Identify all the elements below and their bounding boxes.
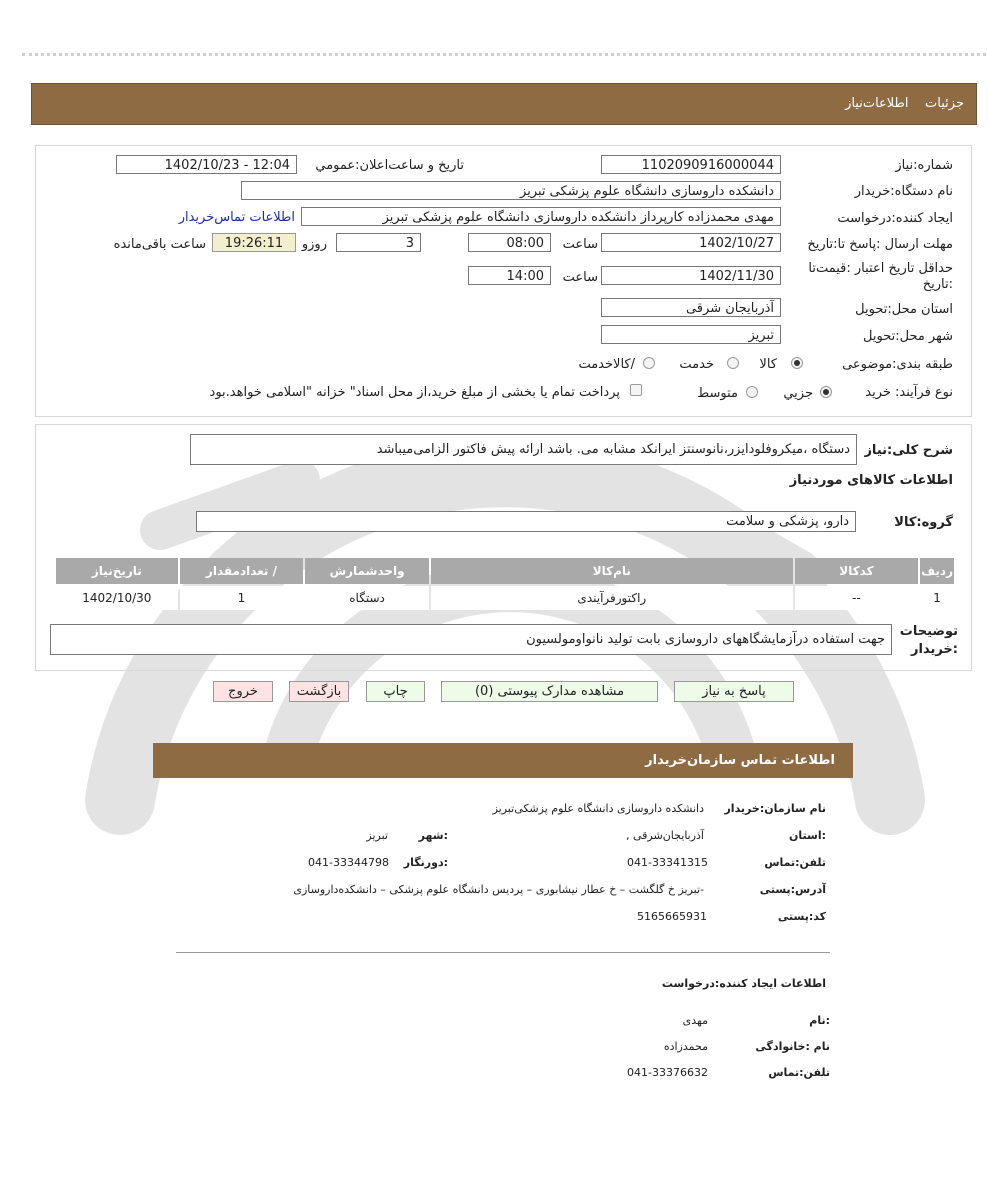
category-option-goods: کالا — [759, 357, 777, 372]
city-field[interactable]: تبریز — [601, 325, 781, 344]
announce-field[interactable]: 1402/10/23 - 12:04 — [116, 155, 297, 174]
col-code: کدکالا — [795, 558, 918, 584]
page-header-bar — [31, 83, 977, 125]
contact-address-label: آدرس:پستی — [759, 883, 826, 896]
process-label: نوع فرآیند: خرید — [865, 385, 953, 400]
remaining-time-field: 19:26:11 — [212, 233, 296, 252]
creator-phone-value: 041-33376632 — [627, 1066, 708, 1079]
top-divider — [22, 53, 986, 56]
contact-fax-value: 041-33344798 — [308, 856, 389, 869]
goods-info-heading: اطلاعات کالاهای موردنیاز — [789, 473, 953, 488]
contact-org-label: نام سازمان:خریدار — [724, 802, 826, 815]
contact-phone-label: تلفن:تماس — [764, 856, 826, 869]
contact-postal-label: کد:پستی — [777, 910, 826, 923]
validity-label-line1: حداقل تاریخ اعتبار :قیمت‌تا — [808, 261, 953, 276]
buyer-org-label: نام دستگاه:خریدار — [854, 184, 953, 199]
announce-label: تاریخ و ساعت‌اعلان:عمومي — [315, 158, 464, 173]
col-date: تاریخ‌نیاز — [56, 558, 178, 584]
treasury-payment-checkbox[interactable] — [630, 384, 642, 396]
process-option-minor: جزيي — [783, 386, 813, 401]
deadline-time-field[interactable]: 08:00 — [468, 233, 551, 252]
process-radio-minor[interactable] — [820, 386, 832, 398]
goods-group-label: گروه:کالا — [894, 515, 953, 530]
creator-phone-label: تلفن:تماس — [768, 1066, 830, 1079]
remaining-label: ساعت باقی‌مانده — [113, 237, 206, 252]
requester-field[interactable]: مهدی محمدزاده کارپرداز دانشکده داروسازی دانشگاه علوم پزشکی تبریز — [301, 207, 781, 226]
contact-org-value: دانشکده داروسازی دانشگاه علوم پزشکی‌تبریز — [492, 802, 704, 815]
contact-fax-label: :دورنگار — [403, 856, 448, 869]
creator-info-heading: اطلاعات ایجاد کننده:درخواست — [661, 977, 826, 990]
goods-group-field: دارو، پزشکی و سلامت — [196, 511, 856, 532]
validity-label-line2: :تاریخ — [922, 277, 953, 292]
buyer-contact-title: اطلاعات تماس سازمان‌خریدار — [645, 753, 835, 768]
days-field[interactable]: 3 — [336, 233, 421, 252]
col-row: ردیف — [920, 558, 954, 584]
process-radio-medium[interactable] — [746, 386, 758, 398]
cell-unit: دستگاه — [305, 586, 429, 610]
tab-details[interactable]: جزئیات — [925, 96, 964, 111]
creator-name-value: مهدی — [682, 1014, 708, 1027]
cell-date: 1402/10/30 — [56, 586, 178, 610]
tab-need-info[interactable]: اطلاعات‌نیاز — [845, 96, 909, 111]
table-row — [56, 586, 954, 610]
print-button[interactable]: چاپ — [366, 681, 425, 702]
buyer-org-field[interactable]: دانشکده داروسازی دانشگاه علوم پزشکی تبریز — [241, 181, 781, 200]
buyer-notes-label-line1: توضیحات — [899, 624, 958, 639]
col-unit: واحدشمارش — [305, 558, 429, 584]
contact-divider — [176, 952, 830, 953]
category-option-service: خدمت — [679, 357, 714, 372]
cell-row: 1 — [920, 586, 954, 610]
need-number-label: شماره:نیاز — [895, 158, 953, 173]
cell-name: راکتورفرآیندی — [431, 586, 793, 610]
attachments-button[interactable]: مشاهده مدارک پیوستی (0) — [441, 681, 658, 702]
reply-button[interactable]: پاسخ به نیاز — [674, 681, 794, 702]
contact-province-value: آذربایجان‌شرقی , — [626, 829, 704, 842]
need-number-field[interactable]: 1102090916000044 — [601, 155, 781, 174]
province-field[interactable]: آذربایجان شرقی — [601, 298, 781, 317]
requester-label: ایجاد کننده:درخواست — [837, 211, 953, 226]
deadline-time-label: ساعت — [562, 237, 598, 252]
buyer-notes-label-line2: :خریدار — [911, 642, 958, 657]
contact-postal-value: 5165665931 — [637, 910, 707, 923]
contact-address-value: -تبریز خ گلگشت – خ عطار نیشابوری – پردیس دانشگاه علوم پزشکی – دانشکده‌داروسازی — [293, 883, 704, 896]
back-button[interactable]: بازگشت — [289, 681, 349, 702]
need-summary-field: دستگاه ،میکروفلودایزر،نانوسنتز ایرانکد مشابه می. باشد ارائه پیش فاکتور الزامی‌میباشد — [190, 434, 857, 465]
contact-province-label: :استان — [789, 829, 826, 842]
col-qty: / تعدادمقدار — [180, 558, 304, 584]
category-label: طبقه بندی:موضوعی — [842, 357, 953, 372]
creator-family-label: نام :خانوادگی — [755, 1040, 830, 1053]
creator-name-label: :نام — [809, 1014, 830, 1027]
validity-time-label: ساعت — [562, 270, 598, 285]
buyer-contact-header — [153, 743, 853, 778]
buyer-notes-field: جهت استفاده درآزمایشگاههای داروسازی بابت تولید نانواومولسیون — [50, 624, 892, 655]
deadline-label: مهلت ارسال :پاسخ تا:تاریخ — [807, 237, 953, 252]
deadline-date-field[interactable]: 1402/10/27 — [601, 233, 781, 252]
validity-time-field[interactable]: 14:00 — [468, 266, 551, 285]
treasury-payment-note: پرداخت تمام یا بخشی از مبلغ خرید،از محل اسناد" خزانه "اسلامی خواهد.بود — [209, 385, 620, 400]
buyer-contact-link[interactable]: اطلاعات تماس‌خریدار — [178, 210, 295, 225]
goods-table — [54, 556, 956, 612]
category-radio-service[interactable] — [727, 357, 739, 369]
col-name: نام‌کالا — [431, 558, 793, 584]
contact-phone-value: 041-33341315 — [627, 856, 708, 869]
contact-city-label: :شهر — [418, 829, 448, 842]
goods-table-wrapper — [54, 556, 956, 612]
category-radio-both[interactable] — [643, 357, 655, 369]
category-option-both: /کالاخدمت — [578, 357, 635, 372]
contact-city-value: تبریز — [366, 829, 388, 842]
days-label: روزو — [301, 237, 327, 252]
cell-qty: 1 — [180, 586, 304, 610]
process-option-medium: متوسط — [697, 386, 738, 401]
validity-date-field[interactable]: 1402/11/30 — [601, 266, 781, 285]
exit-button[interactable]: خروج — [213, 681, 273, 702]
need-summary-label: شرح کلی:نیاز — [864, 443, 953, 458]
province-label: استان محل:تحویل — [855, 302, 953, 317]
category-radio-goods[interactable] — [791, 357, 803, 369]
creator-family-value: محمدزاده — [663, 1040, 708, 1053]
city-label: شهر محل:تحویل — [863, 329, 953, 344]
table-header-row — [56, 558, 954, 584]
cell-code: -- — [795, 586, 918, 610]
